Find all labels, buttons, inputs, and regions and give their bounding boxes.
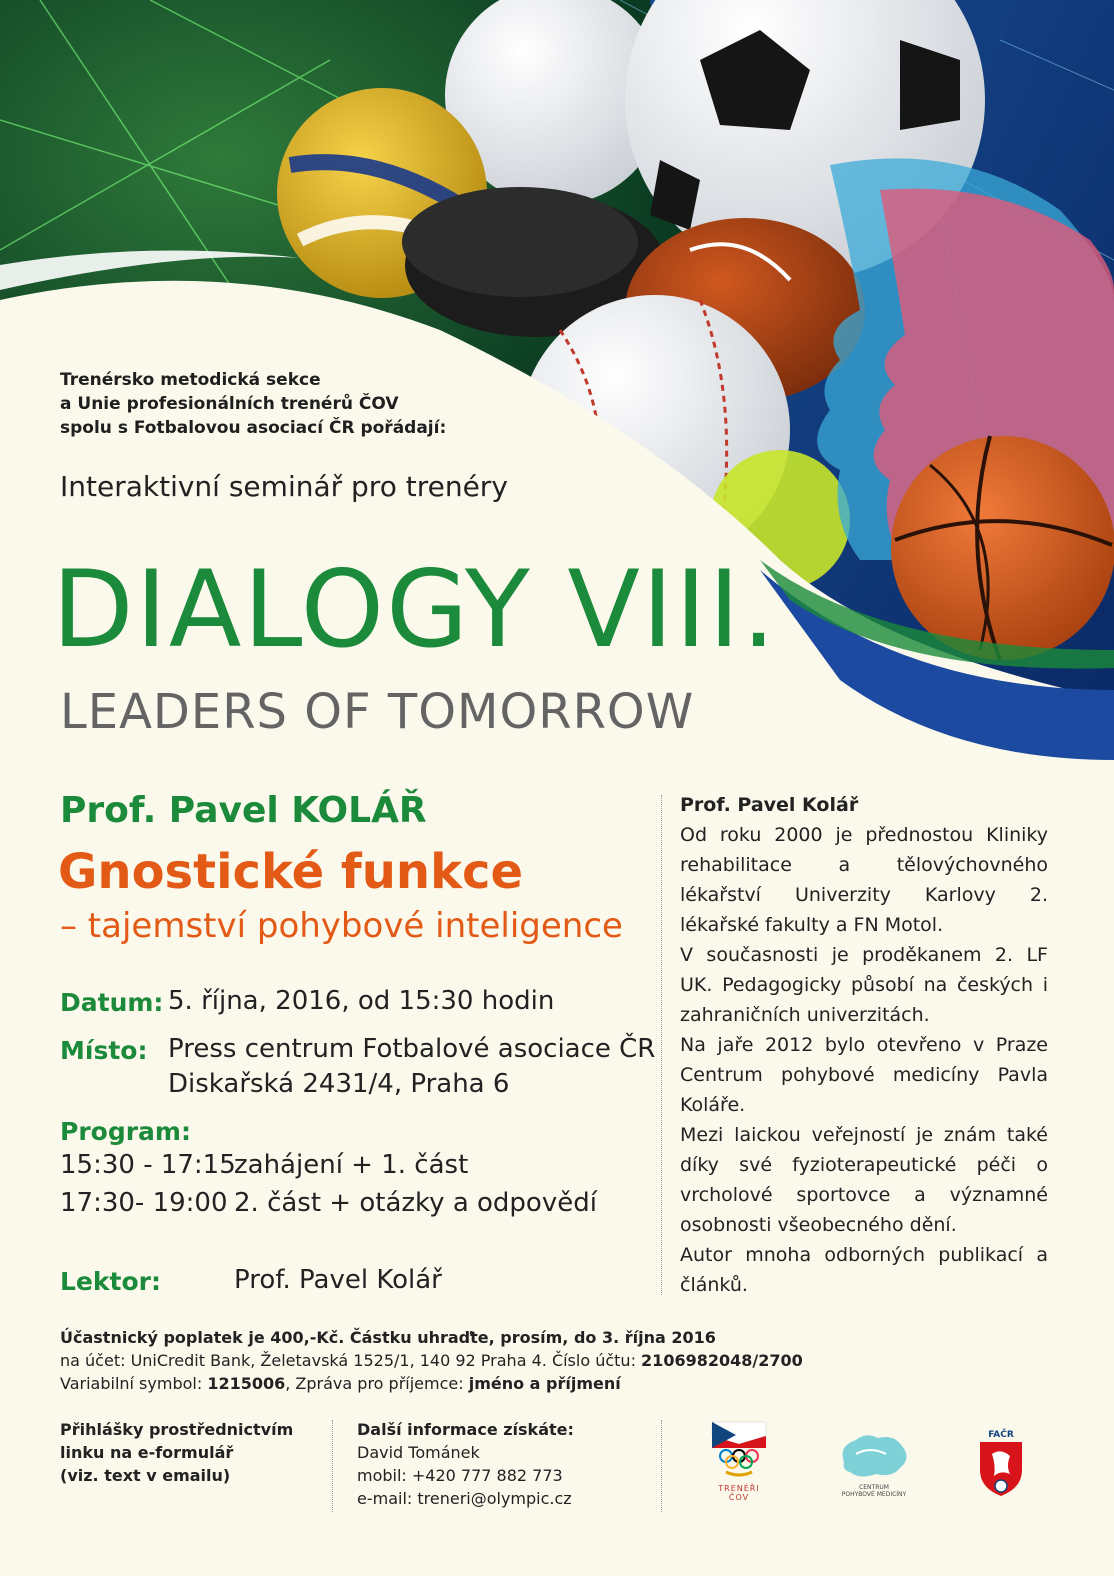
bio-name: Prof. Pavel Kolář [680, 794, 859, 816]
place-label: Místo: [60, 1036, 148, 1065]
organizers [60, 368, 446, 440]
facr-shield-icon [976, 1440, 1026, 1498]
fee-line-1: Účastnický poplatek je 400,-Kč. Částku uhraďte, prosím, do 3. října 2016 [60, 1328, 716, 1347]
czech-flag-olympic-icon [706, 1418, 772, 1480]
bio-paragraph: Od roku 2000 je přednostou Kliniky rehabilitace a tělovýchovného lékařství Univerzity Karlovy 2. lékařské fakulty a FN Motol. [680, 824, 1048, 936]
registration-info [60, 1418, 293, 1487]
organizer-line: Trenérsko metodická sekce [60, 370, 321, 390]
vs-label: Variabilní symbol: [60, 1374, 208, 1393]
payment-message: jméno a příjmení [468, 1374, 621, 1393]
lector-label: Lektor: [60, 1267, 161, 1296]
registration-line: (viz. text v emailu) [60, 1466, 231, 1485]
speaker-bio [680, 790, 1048, 1300]
lector-value: Prof. Pavel Kolář [234, 1265, 442, 1295]
lecture-topic: Gnostické funkce [58, 844, 524, 900]
cov-logo-text-1: TRENÉŘI [718, 1484, 760, 1493]
date-value: 5. října, 2016, od 15:30 hodin [168, 986, 555, 1016]
organizer-line: spolu s Fotbalovou asociací ČR pořádají: [60, 418, 447, 438]
registration-line: Přihlášky prostřednictvím [60, 1420, 294, 1439]
cpm-logo [836, 1432, 912, 1502]
program-item: zahájení + 1. část [234, 1150, 469, 1180]
registration-line: linku na e-formulář [60, 1443, 234, 1462]
brain-icon [836, 1432, 912, 1480]
contact-phone: mobil: +420 777 882 773 [357, 1466, 563, 1485]
program-label: Program: [60, 1117, 191, 1146]
place-line-2: Diskařská 2431/4, Praha 6 [168, 1069, 510, 1099]
program-time: 15:30 - 17:15 [60, 1150, 236, 1180]
column-divider [661, 795, 662, 1295]
lecture-topic-subtitle: – tajemství pohybové inteligence [60, 906, 623, 946]
bio-paragraph: Autor mnoha odborných publikací a článků. [680, 1244, 1048, 1296]
contact-heading: Další informace získáte: [357, 1420, 574, 1439]
event-subtitle: Interaktivní seminář pro trenéry [60, 470, 508, 503]
facr-logo-text: FAČR [988, 1430, 1014, 1440]
program-item: 2. část + otázky a odpovědí [234, 1188, 597, 1218]
fee-line-3 [60, 1372, 803, 1395]
contact-email: e-mail: treneri@olympic.cz [357, 1489, 572, 1508]
contact-info [357, 1418, 574, 1510]
footer-divider [332, 1420, 333, 1512]
program-time: 17:30- 19:00 [60, 1188, 228, 1218]
basketball-icon [891, 436, 1114, 660]
footer-divider [661, 1420, 662, 1512]
contact-name: David Tománek [357, 1443, 480, 1462]
event-title: DIALOGY VIII. [52, 548, 778, 671]
event-tagline: LEADERS OF TOMORROW [60, 684, 695, 740]
cov-trainers-logo [706, 1418, 772, 1514]
bio-paragraph: Na jaře 2012 bylo otevřeno v Praze Centrum pohybové medicíny Pavla Koláře. [680, 1034, 1048, 1116]
cov-logo-text-2: ČOV [728, 1493, 750, 1502]
fee-line-2 [60, 1349, 803, 1372]
speaker-name: Prof. Pavel KOLÁŘ [60, 790, 427, 831]
bio-paragraph: V současnosti je proděkanem 2. LF UK. Pedagogicky působí na českých i zahraničních univerzitách. [680, 944, 1048, 1026]
cpm-logo-text-1: CENTRUM [859, 1484, 889, 1491]
bio-paragraph: Mezi laickou veřejností je znám také díky své fyzioterapeutické péči o vrcholové sportovce a významné osobnosti všeobecného dění. [680, 1124, 1048, 1236]
organizer-line: a Unie profesionálních trenérů ČOV [60, 394, 399, 414]
message-label: , Zpráva pro příjemce: [285, 1374, 469, 1393]
place-line-1: Press centrum Fotbalové asociace ČR [168, 1034, 656, 1064]
account-number: 2106982048/2700 [641, 1351, 803, 1370]
date-label: Datum: [60, 988, 164, 1017]
cpm-logo-text-2: POHYBOVÉ MEDICÍNY [841, 1491, 907, 1498]
facr-logo [976, 1430, 1026, 1500]
fee-info [60, 1326, 803, 1395]
variable-symbol: 1215006 [207, 1374, 286, 1393]
fee-bank-text: na účet: UniCredit Bank, Želetavská 1525/1, 140 92 Praha 4. Číslo účtu: [60, 1351, 642, 1370]
